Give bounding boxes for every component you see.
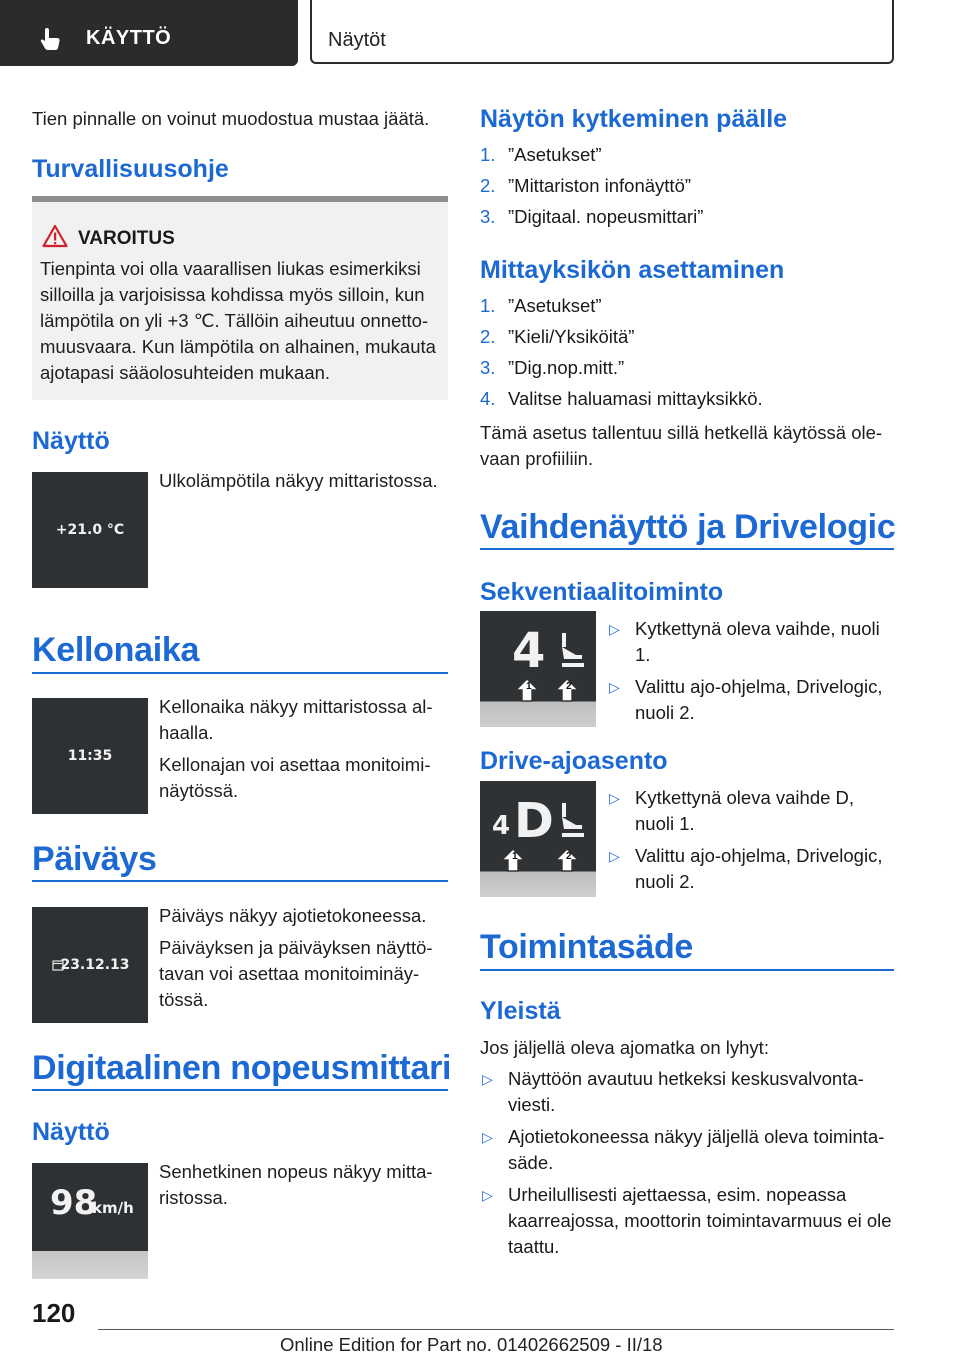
drivelogic-icon (560, 803, 586, 843)
warning-text: Tienpinta voi olla vaarallisen liukas esimerkiksi silloilla ja varjoisissa kohdissa myös silloin, kun lämpötila on yli +3 ℃. Tällöin aiheutuu onnettomuusvaara. Kun lämpötila on alhainen, mukauta ajotapasi sääolosuhteiden mukaan. (40, 258, 436, 383)
kellonaika-text-1: Kellonaika näkyy mittaristossa alhaalla. (159, 696, 433, 743)
date-readout: 23.12.13 (60, 957, 130, 973)
speed-display-image (32, 1163, 148, 1279)
seq-list (607, 616, 897, 732)
footer-rule (98, 1329, 894, 1330)
unit-steps (480, 290, 894, 414)
drive-small-gear: 4 (492, 811, 511, 841)
clock-display-image (32, 698, 148, 814)
edition-text: Online Edition for Part no. 01402662509 - II/18 (280, 1334, 663, 1355)
gear-heading: Vaihdenäyttö ja Drivelogic (480, 508, 896, 546)
arrow-1-label: 1 (512, 851, 518, 862)
general-list (480, 1066, 898, 1266)
paivays-heading: Päiväys (32, 840, 157, 878)
digi-heading: Digitaalinen nopeusmittari (32, 1049, 452, 1087)
warning-title: VAROITUS (78, 228, 175, 249)
list-item: ▷ Urheilullisesti ajettaessa, esim. nopeassa kaarreajossa, moottorin toimintavarmuus ei ole taattu. (482, 1184, 892, 1257)
clock-readout: 11:35 (67, 748, 113, 764)
page-number: 120 (32, 1298, 76, 1328)
drive-list (607, 785, 897, 901)
sequential-gear-image (480, 611, 596, 727)
paivays-text-2: Päiväyksen ja päiväyksen näyttötavan voi asettaa monitoiminäytössä. (159, 937, 433, 1010)
list-item: ▷ Ajotietokoneessa näkyy jäljellä oleva toimintasäde. (482, 1126, 885, 1173)
list-item: ▷ Näyttöön avautuu hetkeksi keskusvalvontaviesti. (482, 1068, 864, 1115)
warning-box (32, 196, 448, 400)
drive-gear-value: D (514, 793, 554, 849)
list-item: 3. ”Dig.nop.mitt.” (480, 357, 625, 378)
seq-heading: Sekventiaalitoiminto (480, 578, 724, 606)
naytto-text: Ulkolämpötila näkyy mittaristossa. (159, 470, 438, 491)
switch-on-steps (480, 139, 894, 232)
heading-rule (32, 1089, 448, 1091)
list-item: 3. ”Digitaal. nopeusmittari” (480, 206, 704, 227)
arrow-2-label: 2 (566, 681, 572, 692)
list-item: ▷ Kytkettynä oleva vaihde D, nuoli 1. (609, 787, 855, 834)
heading-rule (480, 548, 894, 550)
drive-gear-image (480, 781, 596, 897)
warning-triangle-icon (42, 224, 68, 248)
intro-text: Tien pinnalle on voinut muodostua mustaa jäätä. (32, 108, 430, 129)
date-display-image (32, 907, 148, 1023)
list-item: 2. ”Kieli/Yksiköitä” (480, 326, 635, 347)
speed-unit: km/h (92, 1199, 134, 1217)
range-heading: Toimintasäde (480, 928, 694, 966)
seq-gear-value: 4 (512, 623, 546, 679)
list-item: ▷ Valittu ajo-ohjelma, Drivelogic, nuoli 2. (609, 845, 883, 892)
arrow-2-label: 2 (566, 851, 572, 862)
temperature-display-image (32, 472, 148, 588)
general-intro: Jos jäljellä oleva ajomatka on lyhyt: (480, 1037, 769, 1058)
hand-pointer-icon (38, 26, 64, 52)
list-item: 2. ”Mittariston infonäyttö” (480, 175, 692, 196)
list-item: 4. Valitse haluamasi mittayksikkö. (480, 388, 763, 409)
kellonaika-text-2: Kellonajan voi asettaa monitoiminäytössä. (159, 754, 431, 801)
page-topic: Näytöt (328, 29, 386, 51)
unit-heading: Mittayksikön asettaminen (480, 256, 785, 284)
heading-rule (32, 880, 448, 882)
safety-heading: Turvallisuusohje (32, 155, 229, 183)
digi-text: Senhetkinen nopeus näkyy mittaristossa. (159, 1161, 433, 1208)
switch-on-heading: Näytön kytkeminen päälle (480, 105, 788, 133)
drivelogic-icon (560, 633, 586, 673)
list-item: 1. ”Asetukset” (480, 295, 602, 316)
list-item: ▷ Valittu ajo-ohjelma, Drivelogic, nuoli 2. (609, 676, 883, 723)
topic-tab (310, 0, 894, 64)
heading-rule (480, 969, 894, 971)
drive-heading: Drive-ajoasento (480, 747, 668, 775)
general-heading: Yleistä (480, 997, 561, 1025)
temperature-readout: +21.0 °C (55, 522, 125, 538)
heading-rule (32, 672, 448, 674)
naytto-heading: Näyttö (32, 427, 110, 455)
kellonaika-heading: Kellonaika (32, 631, 200, 669)
section-label: KÄYTTÖ (86, 27, 172, 49)
list-item: 1. ”Asetukset” (480, 144, 602, 165)
paivays-text-1: Päiväys näkyy ajotietokoneessa. (159, 905, 427, 926)
section-tab (0, 0, 298, 66)
speed-value: 98 (50, 1183, 98, 1223)
digi-sub-heading: Näyttö (32, 1118, 110, 1146)
arrow-1-label: 1 (526, 681, 532, 692)
list-item: ▷ Kytkettynä oleva vaihde, nuoli 1. (609, 618, 880, 665)
unit-note: Tämä asetus tallentuu sillä hetkellä käytössä olevaan profiiliin. (480, 422, 883, 469)
